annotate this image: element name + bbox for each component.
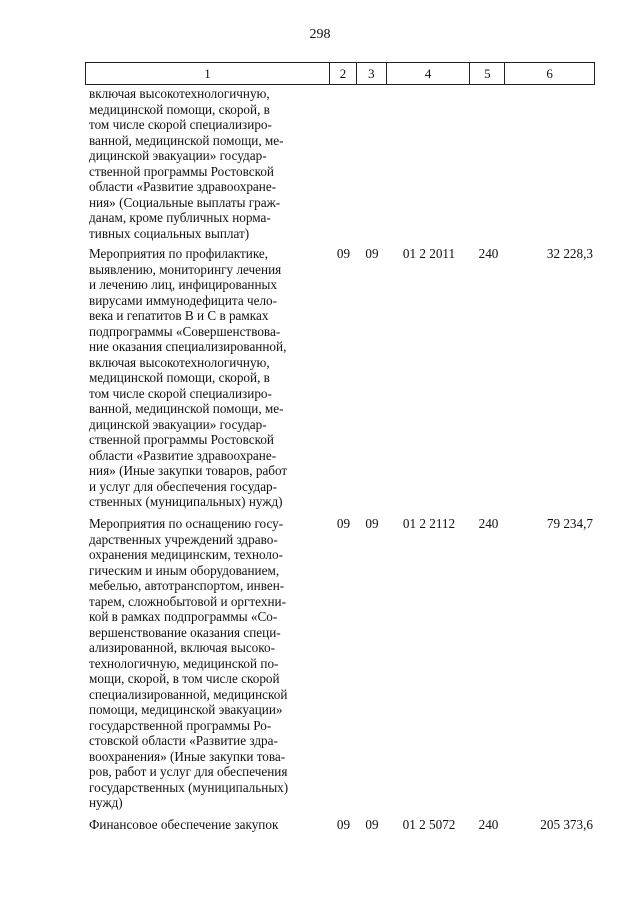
description-line: государственной программы Ро- [89,717,272,733]
description-line: помощи, медицинской эвакуации» [89,702,283,717]
description-line: дицинской эвакуации» государ- [89,148,267,163]
table-row [85,86,595,241]
header-col-5: 5 [470,63,505,84]
header-col-3: 3 [357,63,387,84]
description-line: области «Развитие здравоохране- [89,179,277,194]
description-line: мощи, скорой, в том числе скорой [89,671,280,686]
row-subsection: 09 [365,246,379,261]
table-row [85,817,595,833]
row-subsection: 09 [365,817,379,832]
description-line: данам, кроме публичных норма- [89,210,271,225]
row-section: 09 [336,246,351,261]
description-line: тивных социальных выплат) [89,225,250,241]
row-expense-type: 240 [478,246,499,261]
row-amount: 205 373,6 [540,817,593,832]
row-section: 09 [336,516,351,531]
description-line: медицинской помощи, скорой, в [89,101,270,117]
description-line: медицинской помощи, скорой, в [89,370,270,385]
description-line: и лечению лиц, инфицированных [89,277,277,292]
description-line: специализированной, медицинской [89,686,288,702]
header-col-1: 1 [86,63,330,84]
description-line: Финансовое обеспечение закупок [89,817,279,832]
description-line: Мероприятия по профилактике, [89,246,269,261]
description-line: тарем, сложнобытовой и оргтехни- [89,593,286,609]
description-line: вирусами иммунодефицита чело- [89,292,278,308]
description-line: воохранения» (Иные закупки това- [89,748,286,764]
description-line: ственной программы Ростовской [89,432,274,447]
row-amount: 32 228,3 [546,246,593,261]
description-line: подпрограммы «Совершенствова- [89,323,281,339]
description-line: включая высокотехнологичную, [89,354,270,370]
header-col-6: 6 [546,66,553,81]
description-line: нужд) [89,795,123,810]
row-description [85,246,330,510]
row-subsection: 09 [365,516,379,531]
description-line: ственной программы Ростовской [89,163,274,179]
table-header [85,62,595,85]
description-line: том числе скорой специализиро- [89,117,272,132]
table-row [85,516,595,811]
row-target-article: 01 2 5072 [402,817,456,832]
table-row [85,246,595,510]
row-subsection [357,86,387,241]
description-line: технологичную, медицинской по- [89,655,279,671]
description-line: мебелью, автотранспортом, инвен- [89,578,285,593]
row-amount: 79 234,7 [546,516,593,531]
description-line: и услуг для обеспечения государ- [89,478,278,494]
description-line: ванной, медицинской помощи, ме- [89,132,284,148]
row-expense-type: 240 [478,516,499,531]
description-line: гическим и иным оборудованием, [89,562,280,578]
description-line: века и гепатитов В и С в рамках [89,308,269,323]
row-section: 09 [336,817,351,832]
description-line: области «Развитие здравоохране- [89,447,277,463]
description-line: дицинской эвакуации» государ- [89,416,267,432]
description-line: ров, работ и услуг для обеспечения [89,764,288,779]
row-target-article: 01 2 2112 [402,516,456,531]
row-amount [506,86,595,241]
row-description [85,516,330,811]
row-description [85,86,330,241]
description-line: ния» (Иные закупки товаров, работ [89,463,288,478]
description-line: охранения медицинским, техноло- [89,547,283,562]
row-description [85,817,330,833]
row-section [330,86,357,241]
description-line: вершенствование оказания специ- [89,624,281,640]
description-line: ние оказания специализированной, [89,339,287,354]
description-line: Мероприятия по оснащению госу- [89,516,284,531]
description-line: государственных (муниципальных) [89,779,289,795]
row-target-article [387,86,471,241]
description-line: стовской области «Развитие здра- [89,733,278,748]
description-line: дарственных учреждений здраво- [89,531,278,547]
description-line: ственных (муниципальных) нужд) [89,494,283,509]
description-line: ванной, медицинской помощи, ме- [89,401,284,416]
description-line: ния» (Социальные выплаты граж- [89,194,281,210]
row-target-article: 01 2 2011 [402,246,456,261]
header-col-4: 4 [387,63,471,84]
description-line: включая высокотехнологичную, [89,86,270,101]
page-number: 298 [309,27,331,42]
row-expense-type [471,86,506,241]
description-line: выявлению, мониторингу лечения [89,261,282,277]
row-expense-type: 240 [478,817,499,832]
description-line: ализированной, включая высоко- [89,640,275,655]
description-line: кой в рамках подпрограммы «Со- [89,609,278,624]
header-col-2: 2 [330,63,357,84]
description-line: том числе скорой специализиро- [89,385,272,401]
